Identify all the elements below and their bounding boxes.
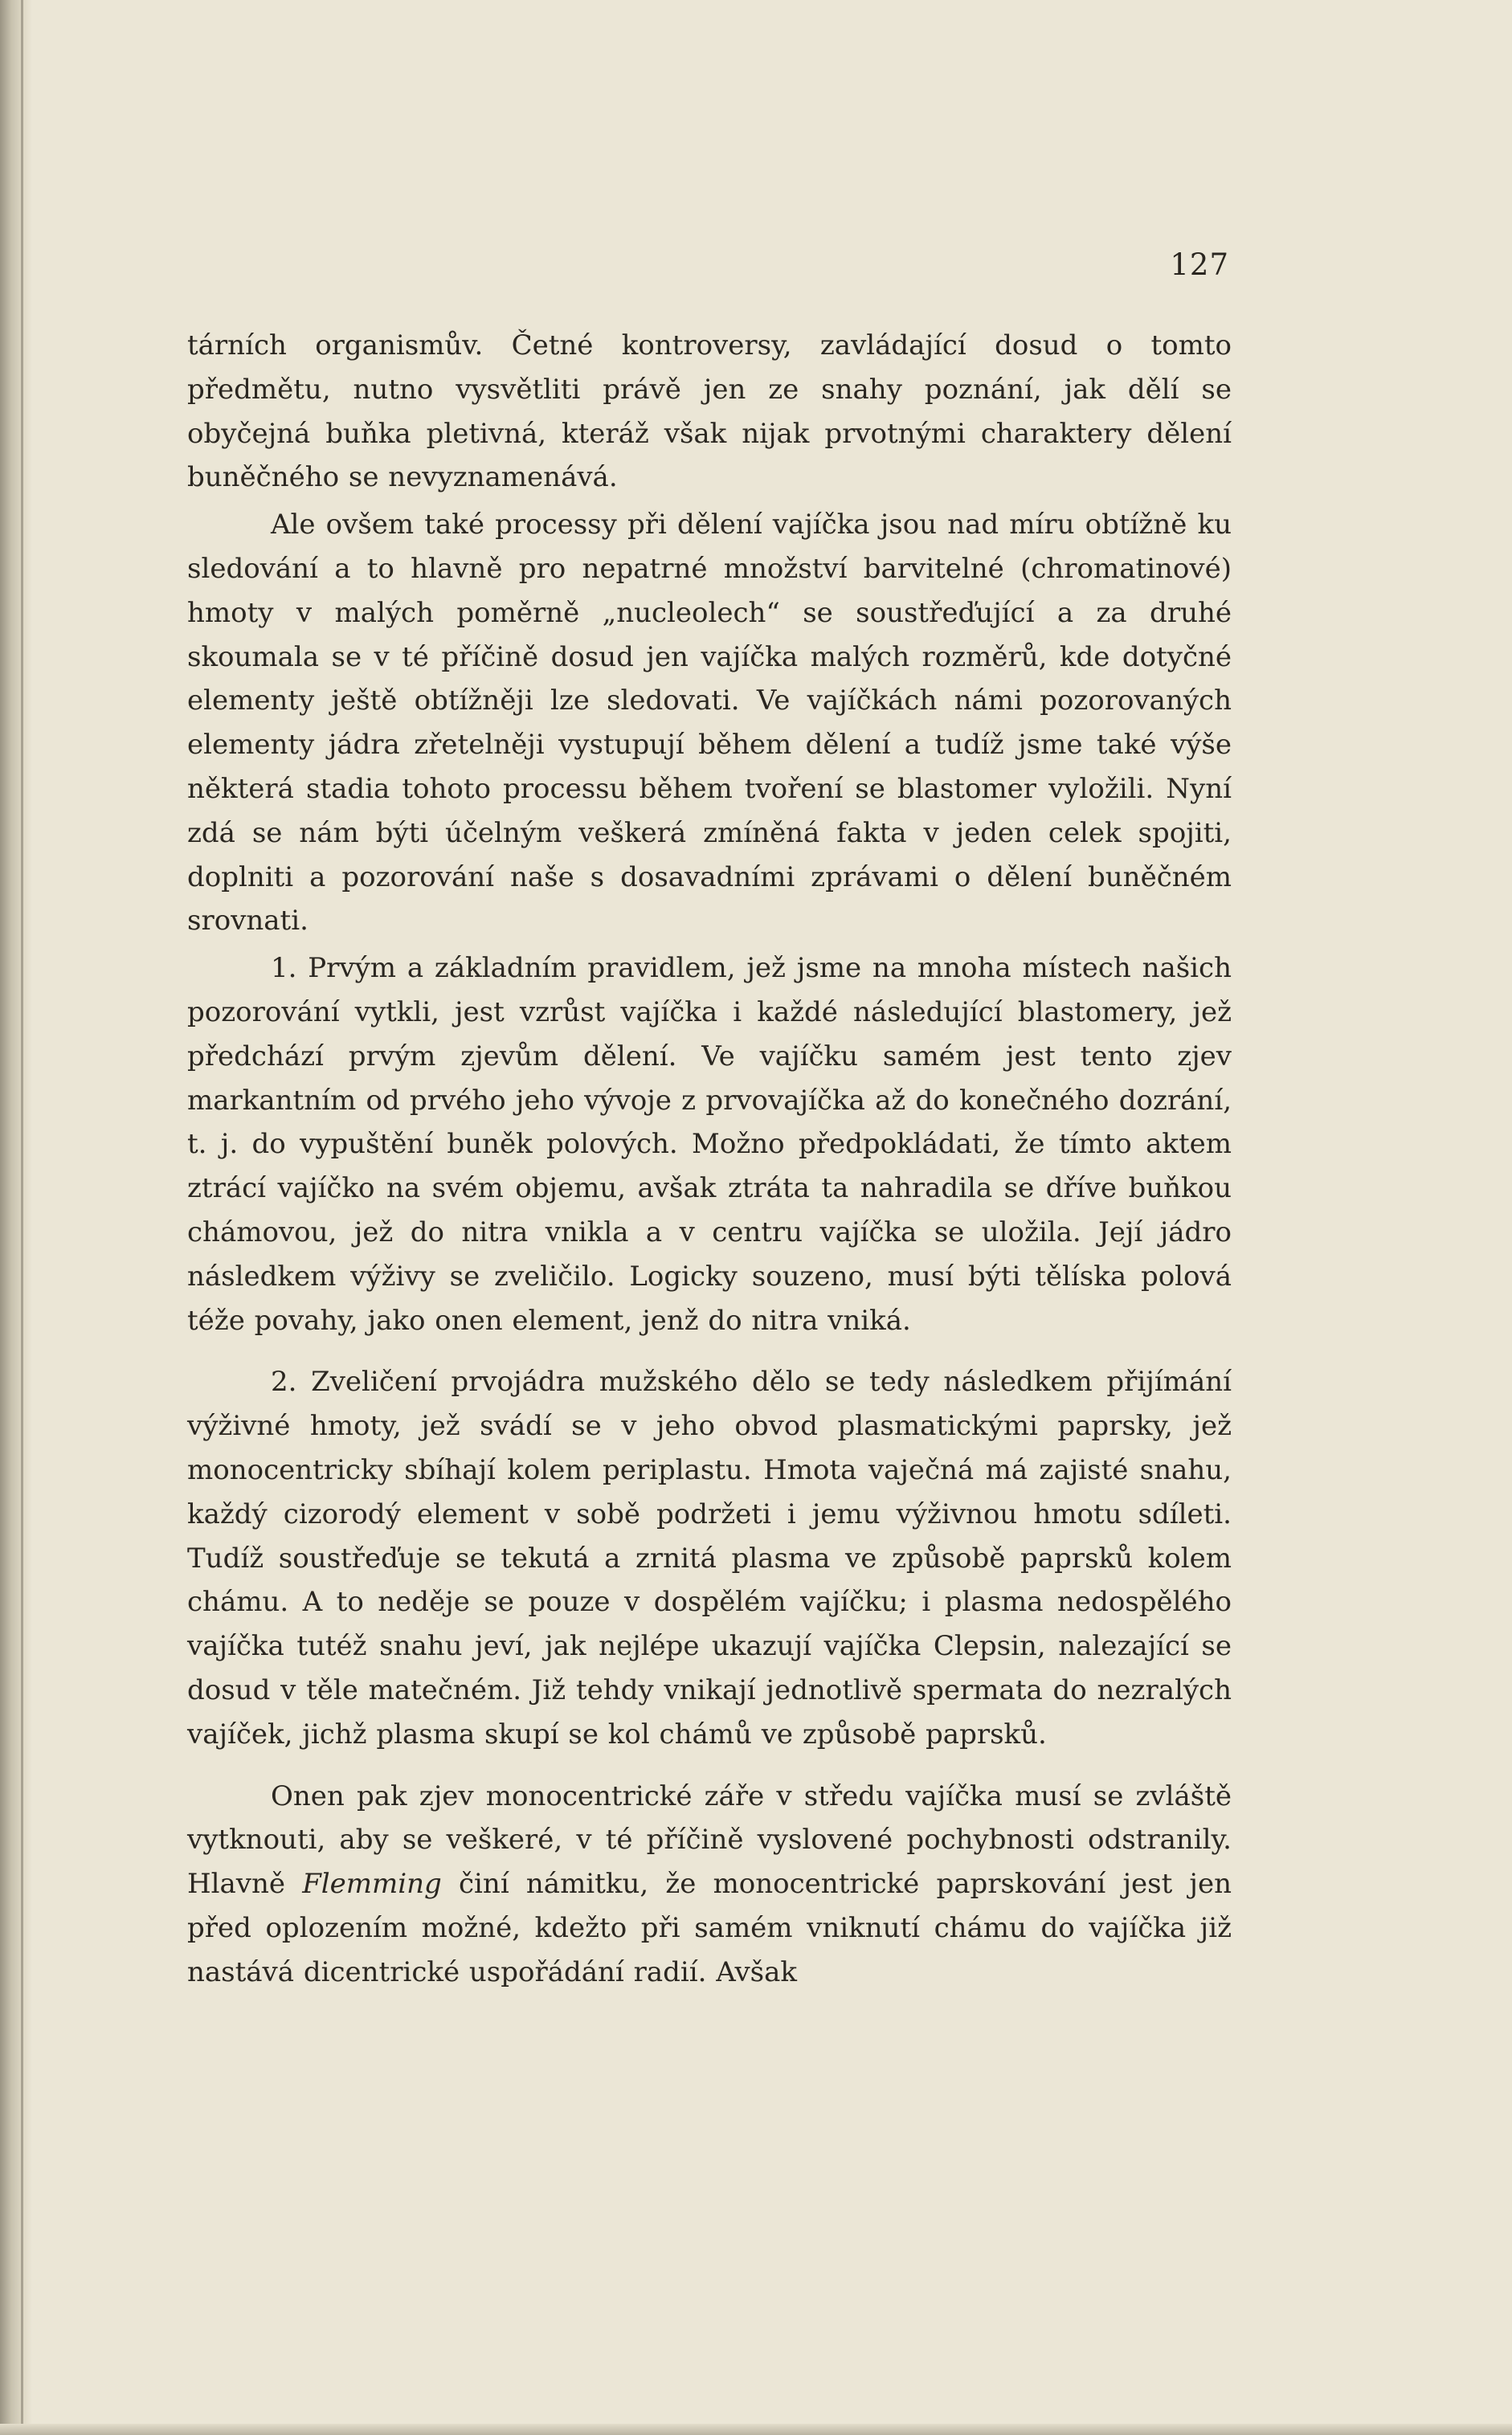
paragraph-continuation: tárních organismův. Četné kontroversy, zavládající dosud o tomto předmětu, nutno vysvětliti právě jen ze snahy poznání, jak dělí se obyčejná buňka pletivná, kteráž však nijak prvotnými charaktery dělení buněčného se nevyznamenává.: [187, 329, 1232, 494]
paragraph-rule-1: 1. Prvým a základním pravidlem, jež jsme na mnoha místech našich pozorování vytkli, jest vzrůst vajíčka i každé následující blastomery, jež předchází prvým zjevům dělení. Ve vajíčku samém jest tento zjev markantním od prvého jeho vývoje z prvovajíčka až do konečného dozrání, t. j. do vypuštění buněk polových. Možno předpokládati, že tímto aktem ztrácí vajíčko na svém objemu, avšak ztráta ta nahradila se dříve buňkou chámovou, jež do nitra vnikla a v centru vajíčka se uložila. Její jádro následkem výživy se zveličilo. Logicky souzeno, musí býti tělíska polová téže povahy, jako onen element, jenž do nitra vniká.: [187, 952, 1232, 1337]
page-binding-shadow: [0, 0, 32, 2435]
page-number: 127: [1170, 247, 1229, 282]
author-name-flemming: Flemming: [302, 1868, 442, 1901]
paragraph-monocentric-start: Onen pak zjev monocentrické záře v středu vajíčka musí se zvláště vytknouti, aby se veškeré, v té příčině vyslovené pochybnosti odstranily. Hlavně: [187, 1779, 1232, 1901]
page-binding-line: [21, 0, 23, 2435]
page-bottom-edge: [0, 2424, 1512, 2435]
body-text: [187, 324, 1232, 1994]
paragraph-rule-2: 2. Zveličení prvojádra mužského dělo se tedy následkem přijímání výživné hmoty, jež svádí se v jeho obvod plasmatickými paprsky, jež monocentricky sbíhají kolem periplastu. Hmota vaječná má zajisté snahu, každý cizorodý element v sobě podržeti i jemu výživnou hmotu sdíleti. Tudíž soustřeďuje se tekutá a zrnitá plasma ve způsobě paprsků kolem chámu. A to neděje se pouze v dospělém vajíčku; i plasma nedospělého vajíčka tutéž snahu jeví, jak nejlépe ukazují vajíčka Clepsin, nalezající se dosud v těle matečném. Již tehdy vnikají jednotlivě spermata do nezralých vajíček, jichž plasma skupí se kol chámů ve způsobě paprsků.: [187, 1366, 1232, 1751]
paragraph-monocentric: [187, 1775, 1232, 1995]
paragraph-processes: Ale ovšem také processy při dělení vajíčka jsou nad míru obtížně ku sledování a to hlavně pro nepatrné množství barvitelné (chromatinové) hmoty v malých poměrně „nucleolech“ se soustřeďující a za druhé skoumala se v té příčině dosud jen vajíčka malých rozměrů, kde dotyčné elementy ještě obtížněji lze sledovati. Ve vajíčkách námi pozorovaných elementy jádra zřetelněji vystupují během dělení a tudíž jsme také výše některá stadia tohoto processu během tvoření se blastomer vyložili. Nyní zdá se nám býti účelným veškerá zmíněná fakta v jeden celek spojiti, doplniti a pozorování naše s dosavadními zprávami o dělení buněčném srovnati.: [187, 509, 1232, 938]
paragraph-monocentric-end: činí námitku, že monocentrické paprskování jest jen před oplozením možné, kdežto při samém vniknutí chámu do vajíčka již nastává dicentrické uspořádání radií. Avšak: [187, 1868, 1232, 1988]
